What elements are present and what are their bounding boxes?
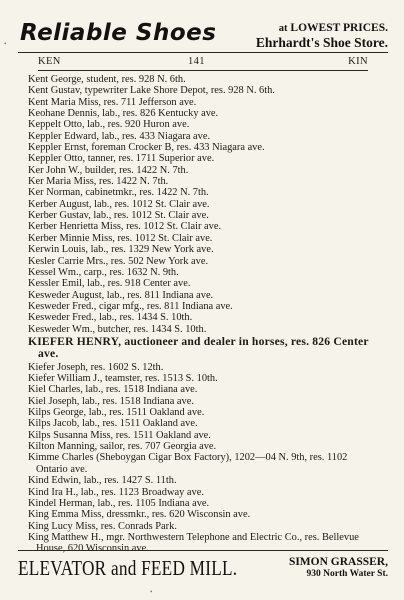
directory-entry: Kimme Charles (Sheboygan Cigar Box Factory), 1202—04 N. 9th, res. 1102 Ontario ave. — [28, 452, 348, 475]
directory-entry: Kesweder Fred., cigar mfg., res. 811 Indiana ave. — [28, 300, 233, 312]
directory-entry: Kerber August, lab., res. 1012 St. Clair ave. — [28, 198, 210, 210]
directory-entry: Kindel Herman, lab., res. 1105 Indiana ave. — [28, 497, 210, 509]
directory-entry: Kessel Wm., carp., res. 1632 N. 9th. — [28, 266, 179, 278]
directory-entry: Kilps Jacob, lab., res. 1511 Oakland ave. — [28, 418, 198, 430]
ad-elevator-feed-mill: ELEVATOR and FEED MILL. — [18, 556, 238, 580]
ad-store-name: Ehrhardt's Shoe Store. — [255, 35, 388, 50]
ad-store-info — [256, 22, 388, 50]
ad-advertiser-address: 930 North Water St. — [306, 569, 388, 579]
directory-entry: Kiefer William J., teamster, res. 1513 S. 10th. — [28, 373, 218, 385]
ad-advertiser-name: SIMON GRASSER, — [288, 556, 388, 568]
margin-dot: • — [150, 588, 153, 596]
directory-entry: Kind Edwin, lab., res. 1427 S. 11th. — [28, 475, 177, 487]
directory-entry: Kerber Gustav, lab., res. 1012 St. Clair ave. — [28, 210, 209, 222]
ad-price-line — [256, 22, 388, 35]
directory-entry: Kesler Carrie Mrs., res. 502 New York ave. — [28, 255, 209, 267]
running-head — [38, 56, 368, 71]
directory-entry: Kent Gustav, typewriter Lake Shore Depot, res. 928 N. 6th. — [28, 85, 275, 97]
running-head-right: KIN — [348, 56, 368, 67]
bottom-advertisement — [18, 550, 388, 585]
directory-entry: Kessler Emil, lab., res. 918 Center ave. — [28, 278, 191, 290]
directory-entry: Kent Maria Miss, res. 711 Jefferson ave. — [28, 96, 197, 108]
margin-dot: • — [4, 40, 7, 48]
ad-at: at — [278, 23, 288, 34]
directory-entry: Kerwin Louis, lab., res. 1329 New York ave. — [28, 244, 214, 256]
directory-entry: King Matthew H., mgr. Northwestern Telephone and Electric Co., res. Bellevue House, 620 Wisconsin ave. — [28, 531, 359, 555]
ad-brand: Reliable Shoes — [20, 20, 217, 46]
page-number: 141 — [188, 56, 205, 67]
top-advertisement — [18, 8, 388, 53]
directory-entry: Kiefer Joseph, res. 1602 S. 12th. — [28, 361, 164, 373]
directory-entry: Kerber Henrietta Miss, res. 1012 St. Clair ave. — [28, 221, 222, 233]
directory-entry: King Emma Miss, dressmkr., res. 620 Wisconsin ave. — [28, 509, 251, 521]
directory-entry: Ker John W., builder, res. 1422 N. 7th. — [28, 164, 189, 176]
directory-entry: Kesweder August, lab., res. 811 Indiana ave. — [28, 289, 214, 301]
directory-entry: Kiel Charles, lab., res. 1518 Indiana ave. — [28, 384, 198, 396]
directory-entry: Kesweder Wm., butcher, res. 1434 S. 10th. — [28, 323, 207, 335]
directory-entry: Keppler Otto, tanner, res. 1711 Superior ave. — [28, 153, 215, 165]
directory-entry: Ker Norman, cabinetmkr., res. 1422 N. 7th. — [28, 187, 209, 199]
featured-entry-kiefer-henry: KIEFER HENRY, auctioneer and dealer in horses, res. 826 Center ave. — [28, 334, 369, 361]
running-head-left: KEN — [38, 56, 61, 67]
directory-entry: Kilps Susanna Miss, res. 1511 Oakland ave. — [28, 429, 211, 441]
directory-entries — [28, 74, 378, 555]
directory-entry: King Lucy Miss, res. Conrads Park. — [28, 520, 177, 532]
directory-entry: Kind Ira H., lab., res. 1123 Broadway ave. — [28, 486, 204, 498]
directory-entry: Keohane Dennis, lab., res. 826 Kentucky ave. — [28, 108, 219, 120]
directory-entry: Keppler Edward, lab., res. 433 Niagara ave. — [28, 130, 211, 142]
directory-entry: Keppelt Otto, lab., res. 920 Huron ave. — [28, 119, 190, 131]
directory-entry: Keppler Ernst, foreman Crocker B, res. 433 Niagara ave. — [28, 142, 265, 154]
directory-entry: Kilton Manning, sailor, res. 707 Georgia ave. — [28, 441, 217, 453]
ad-lowest-prices: LOWEST PRICES. — [290, 22, 388, 34]
directory-entry: Kent George, student, res. 928 N. 6th. — [28, 74, 186, 85]
directory-entry: Kesweder Fred., lab., res. 1434 S. 10th. — [28, 312, 193, 324]
ad-advertiser — [289, 556, 388, 580]
directory-entry: Kerber Minnie Miss, res. 1012 St. Clair ave. — [28, 232, 213, 244]
directory-entry: Kiel Joseph, lab., res. 1518 Indiana ave. — [28, 395, 194, 407]
directory-entry: Kilps George, lab., res. 1511 Oakland ave. — [28, 407, 205, 419]
directory-entry: Ker Maria Miss, res. 1422 N. 7th. — [28, 176, 169, 188]
